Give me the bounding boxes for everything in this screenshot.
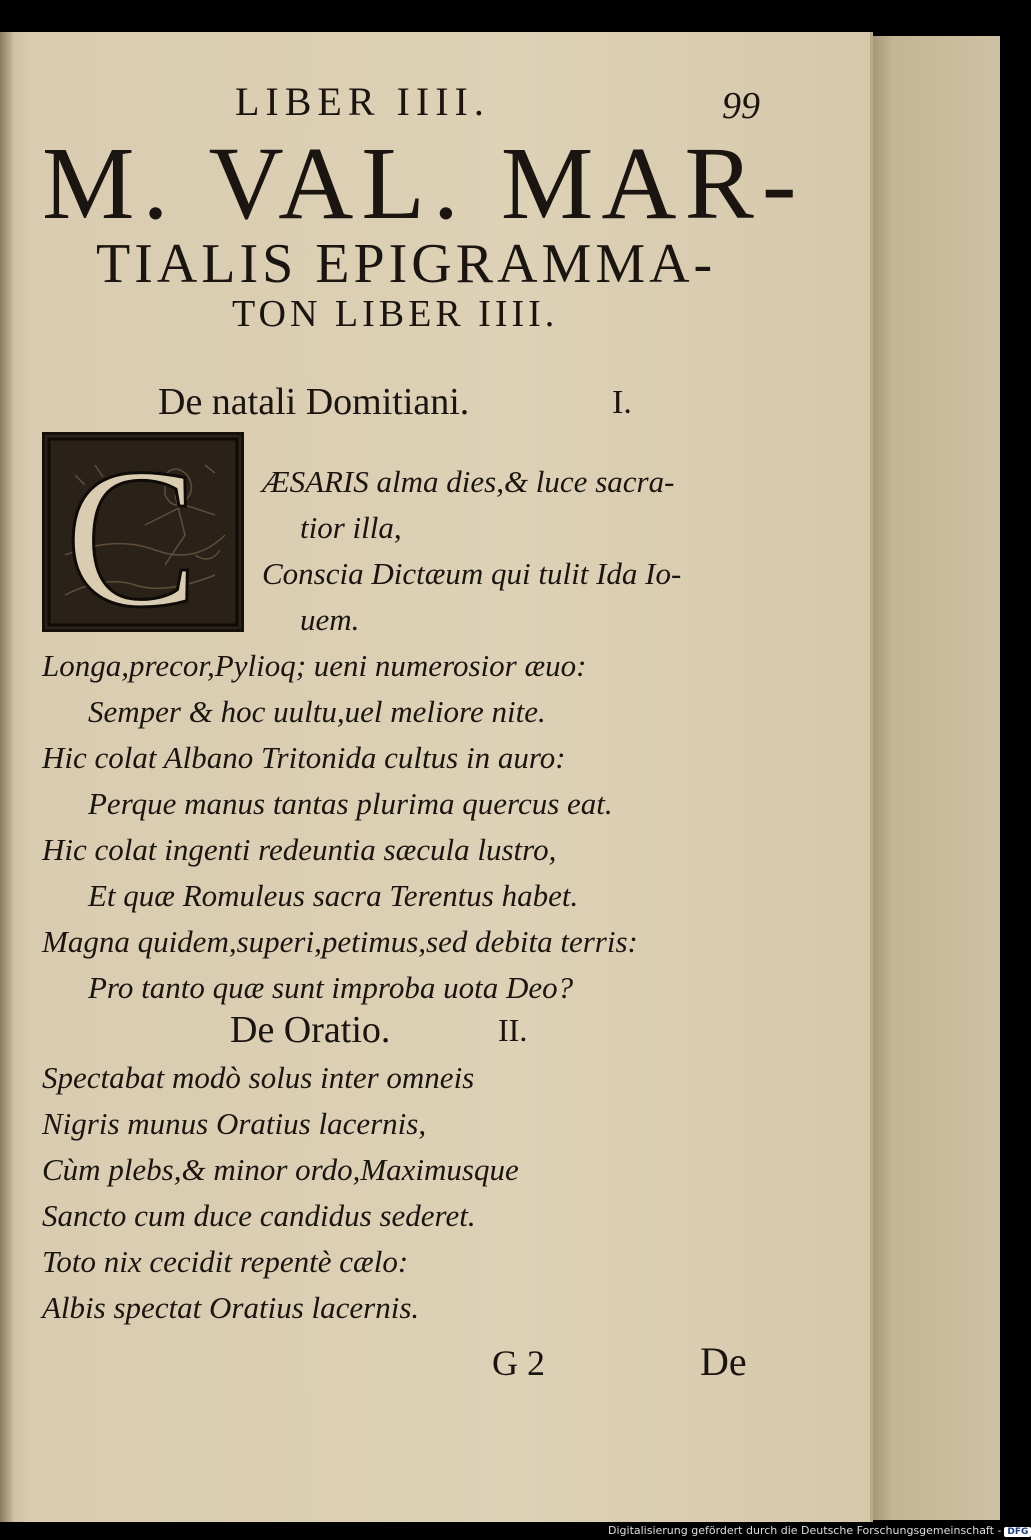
verse-line: Toto nix cecidit repentè cælo: bbox=[42, 1244, 409, 1279]
epigram-2-number: II. bbox=[498, 1012, 528, 1048]
initial-letter: C bbox=[65, 428, 199, 649]
dfg-logo-icon: DFG bbox=[1004, 1527, 1031, 1537]
epigram-2-heading: De Oratio. bbox=[230, 1009, 391, 1051]
verse-line: Pro tanto quæ sunt improba uota Deo? bbox=[88, 970, 574, 1005]
verse-line: Hic colat ingenti redeuntia sæcula lustro, bbox=[42, 832, 557, 867]
title-line-3: TON LIBER IIII. bbox=[232, 293, 559, 335]
verse-line: Hic colat Albano Tritonida cultus in auro: bbox=[42, 740, 566, 775]
verse-line: Semper & hoc uultu,uel meliore nite. bbox=[88, 694, 546, 729]
verse-line: Conscia Dictæum qui tulit Ida Io- bbox=[262, 556, 682, 591]
verse-line: Magna quidem,superi,petimus,sed debita terris: bbox=[42, 924, 638, 959]
epigram-1-heading: De natali Domitiani. bbox=[158, 381, 470, 423]
verse-line: Cùm plebs,& minor ordo,Maximusque bbox=[42, 1152, 519, 1187]
verse-line: uem. bbox=[300, 602, 360, 637]
adjacent-page-edge bbox=[873, 36, 1000, 1520]
verse-line: Perque manus tantas plurima quercus eat. bbox=[88, 786, 613, 821]
verse-line: tior illa, bbox=[300, 510, 402, 545]
verse-line: Longa,precor,Pylioq; ueni numerosior æuo: bbox=[42, 648, 587, 683]
verse-line: Nigris munus Oratius lacernis, bbox=[42, 1106, 427, 1141]
credit-text: Digitalisierung gefördert durch die Deutsche Forschungsgemeinschaft - bbox=[608, 1524, 1002, 1537]
verse-line: Spectabat modò solus inter omneis bbox=[42, 1060, 475, 1095]
digitization-credit bbox=[608, 1524, 1031, 1537]
page-number: 99 bbox=[722, 85, 760, 127]
epigram-1-number: I. bbox=[612, 384, 632, 421]
catchword: De bbox=[700, 1339, 747, 1384]
gutter-shadow bbox=[0, 32, 14, 1522]
signature-mark: G 2 bbox=[492, 1343, 545, 1383]
decorated-initial-image bbox=[42, 428, 244, 649]
verse-line: ÆSARIS alma dies,& luce sacra- bbox=[262, 464, 675, 499]
running-head: LIBER IIII. bbox=[235, 79, 490, 124]
title-line-1: M. VAL. MAR- bbox=[42, 126, 805, 241]
title-line-2: TIALIS EPIGRAMMA- bbox=[96, 233, 717, 295]
verse-line: Albis spectat Oratius lacernis. bbox=[42, 1290, 420, 1325]
verse-line: Et quæ Romuleus sacra Terentus habet. bbox=[88, 878, 579, 913]
verse-line: Sancto cum duce candidus sederet. bbox=[42, 1198, 476, 1233]
